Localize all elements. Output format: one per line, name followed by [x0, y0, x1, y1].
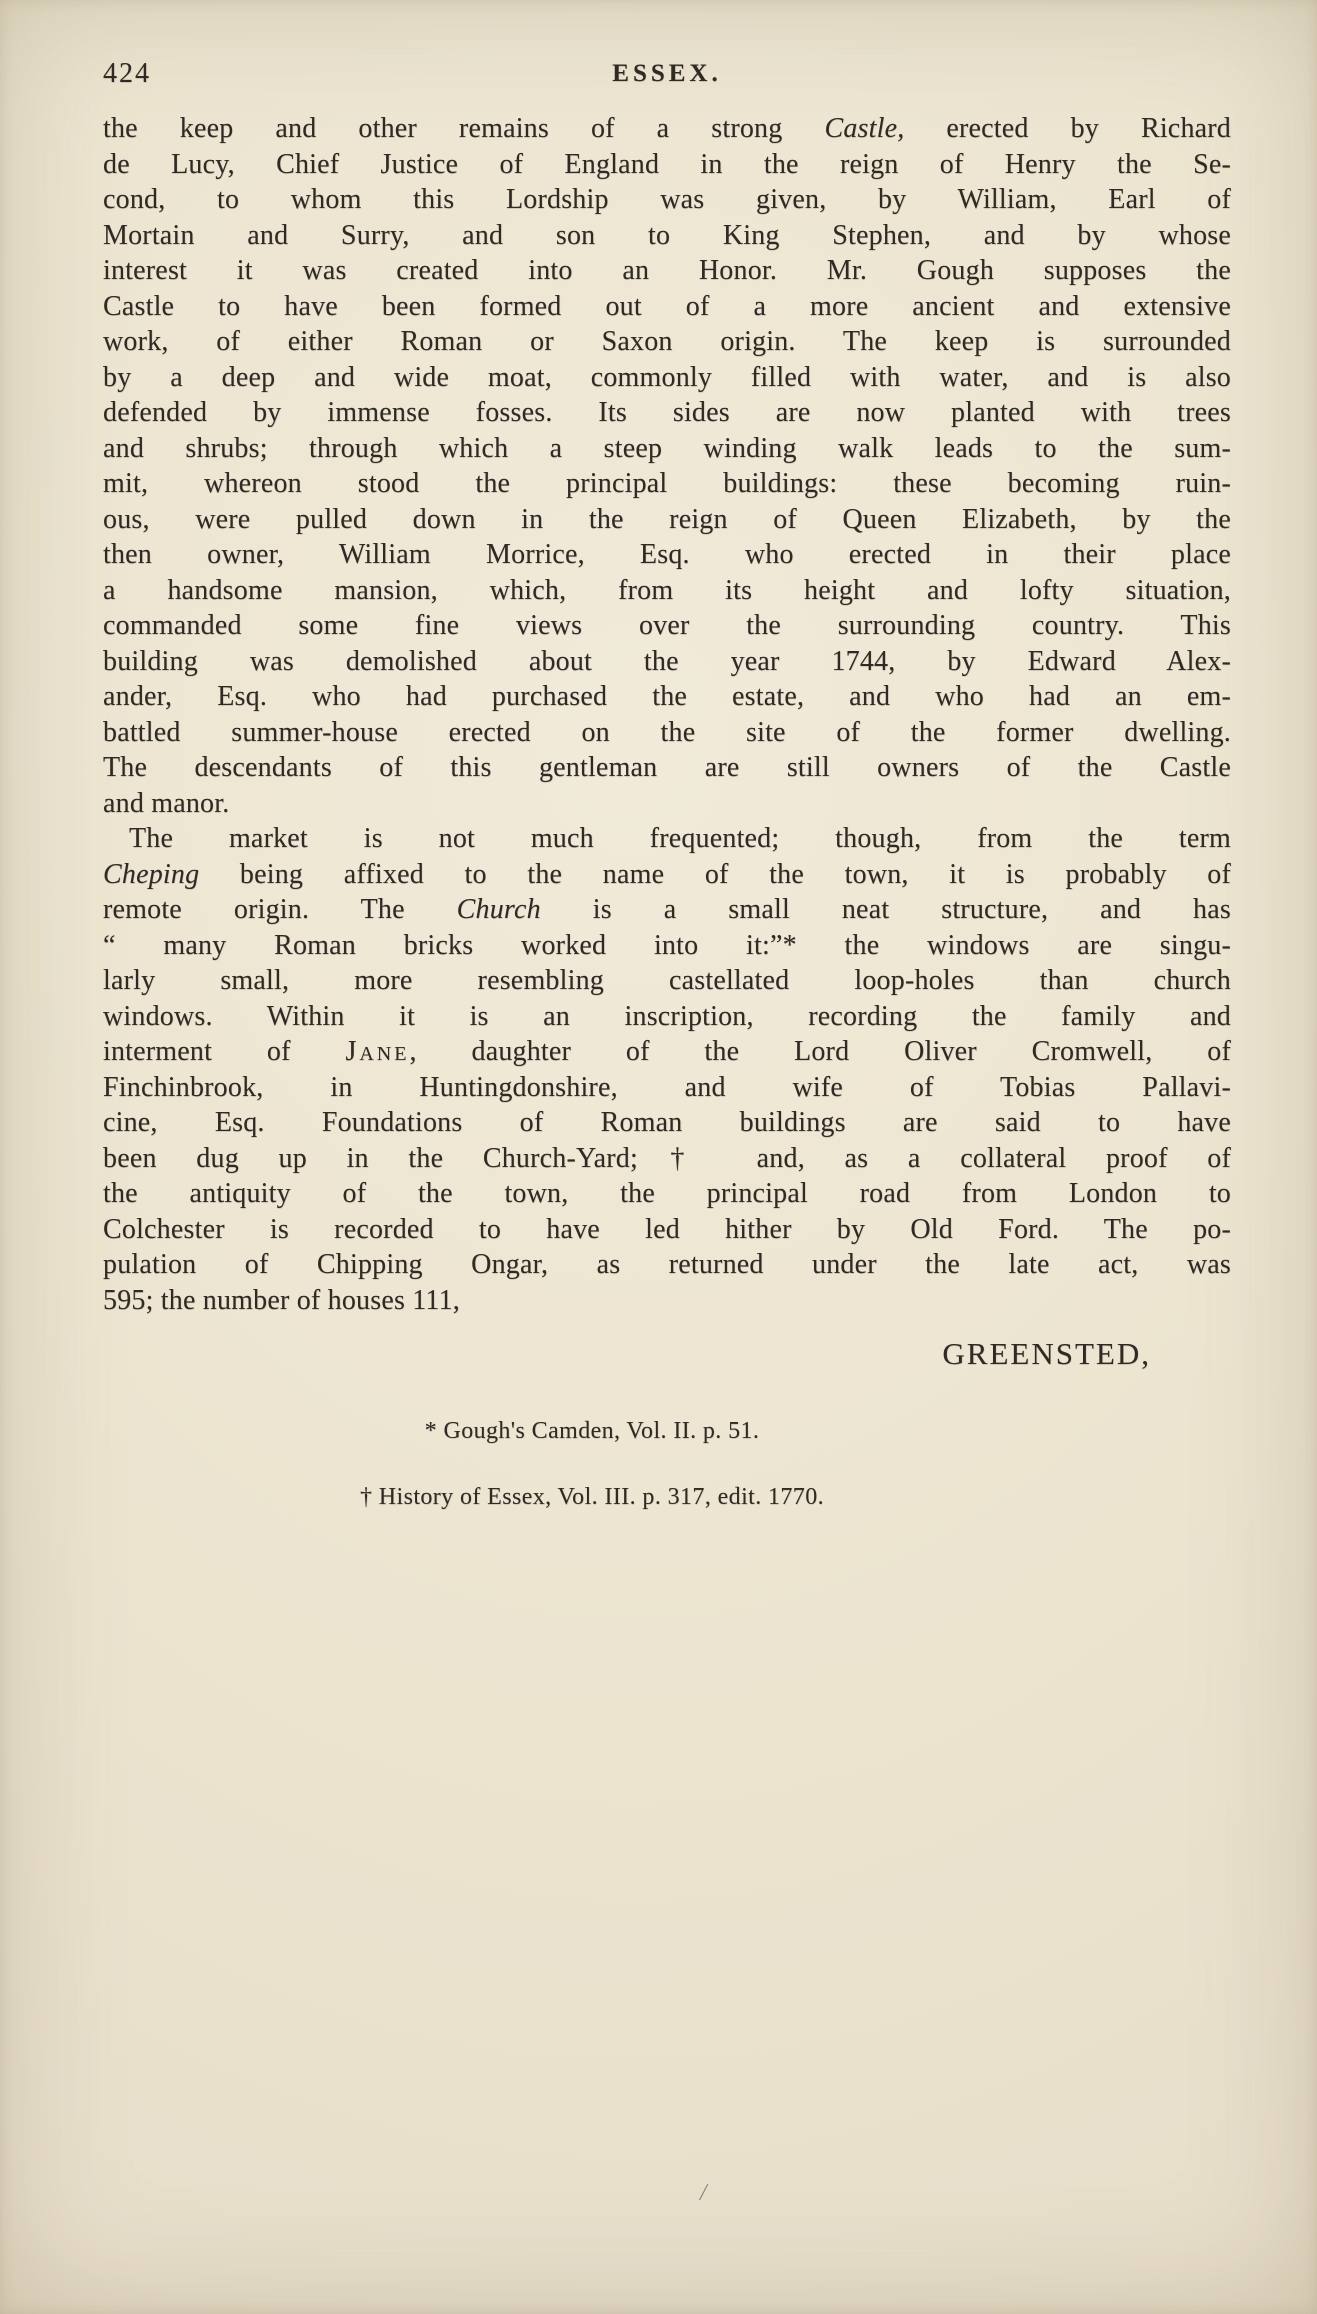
- text-line: “ many Roman bricks worked into it:”* the windows are singu-: [103, 929, 1231, 961]
- text-line: Mortain and Surry, and son to King Stephen, and by whose: [103, 219, 1231, 251]
- text-line: cine, Esq. Foundations of Roman buildings are said to have: [103, 1107, 1231, 1138]
- footnote-history-of-essex: † History of Essex, Vol. III. p. 317, edit. 1770.: [359, 1484, 825, 1510]
- text-line: interest it was created into an Honor. Mr. Gough supposes the: [103, 255, 1231, 286]
- text-line: de Lucy, Chief Justice of England in the reign of Henry the Se-: [103, 148, 1231, 180]
- scan-artifact-slash: /: [700, 2180, 707, 2206]
- text-line: then owner, William Morrice, Esq. who erected in their place: [103, 539, 1231, 570]
- text-line: The descendants of this gentleman are still owners of the Castle: [103, 752, 1231, 783]
- text-line: by a deep and wide moat, commonly filled with water, and is also: [103, 361, 1231, 393]
- text-line: been dug up in the Church-Yard;† and, as a collateral proof of: [103, 1142, 1231, 1174]
- text-line: work, of either Roman or Saxon origin. The keep is surrounded: [103, 326, 1231, 357]
- text-line: Cheping being affixed to the name of the town, it is probably of: [103, 858, 1231, 890]
- text-line: battled summer-house erected on the site of the former dwelling.: [103, 716, 1231, 748]
- text-line: remote origin. The Church is a small neat structure, and has: [103, 894, 1231, 925]
- text-line: interment of Jane, daughter of the Lord Oliver Cromwell, of: [103, 1036, 1231, 1067]
- text-line: Finchinbrook, in Huntingdonshire, and wife of Tobias Pallavi-: [103, 1071, 1231, 1103]
- text-line: building was demolished about the year 1744, by Edward Alex-: [103, 645, 1231, 677]
- page-header: [103, 58, 1231, 98]
- text-line: mit, whereon stood the principal buildings: these becoming ruin-: [103, 468, 1231, 499]
- text-line: larly small, more resembling castellated loop-holes than church: [103, 965, 1231, 996]
- text-line: Castle to have been formed out of a more ancient and extensive: [103, 290, 1231, 322]
- text-line: Colchester is recorded to have led hither by Old Ford. The po-: [103, 1213, 1231, 1245]
- text-line: the antiquity of the town, the principal road from London to: [103, 1178, 1231, 1209]
- text-line: 595; the number of houses 111,: [103, 1284, 460, 1316]
- text-line: commanded some fine views over the surrounding country. This: [103, 610, 1231, 641]
- catchword: GREENSTED,: [942, 1336, 1151, 1371]
- text-line: ander, Esq. who had purchased the estate, and who had an em-: [103, 681, 1231, 712]
- text-line: The market is not much frequented; though, from the term: [129, 823, 1231, 854]
- text-line: windows. Within it is an inscription, recording the family and: [103, 1000, 1231, 1032]
- catchword-row: [103, 1336, 1231, 1372]
- page-number: 424: [103, 58, 151, 89]
- footnotes: [103, 1416, 1231, 1548]
- text-line: cond, to whom this Lordship was given, by William, Earl of: [103, 184, 1231, 215]
- text-line: and manor.: [103, 787, 230, 819]
- text-line: a handsome mansion, which, from its height and lofty situation,: [103, 574, 1231, 606]
- text-line: pulation of Chipping Ongar, as returned under the late act, was: [103, 1249, 1231, 1280]
- text-line: and shrubs; through which a steep winding walk leads to the sum-: [103, 432, 1231, 464]
- running-title: ESSEX.: [612, 60, 722, 87]
- text-line: the keep and other remains of a strong Castle, erected by Richard: [103, 113, 1231, 144]
- footnote-gough-camden: * Gough's Camden, Vol. II. p. 51.: [424, 1418, 760, 1444]
- body-text: [103, 111, 1231, 1318]
- text-line: defended by immense fosses. Its sides are now planted with trees: [103, 397, 1231, 428]
- text-line: ous, were pulled down in the reign of Queen Elizabeth, by the: [103, 503, 1231, 535]
